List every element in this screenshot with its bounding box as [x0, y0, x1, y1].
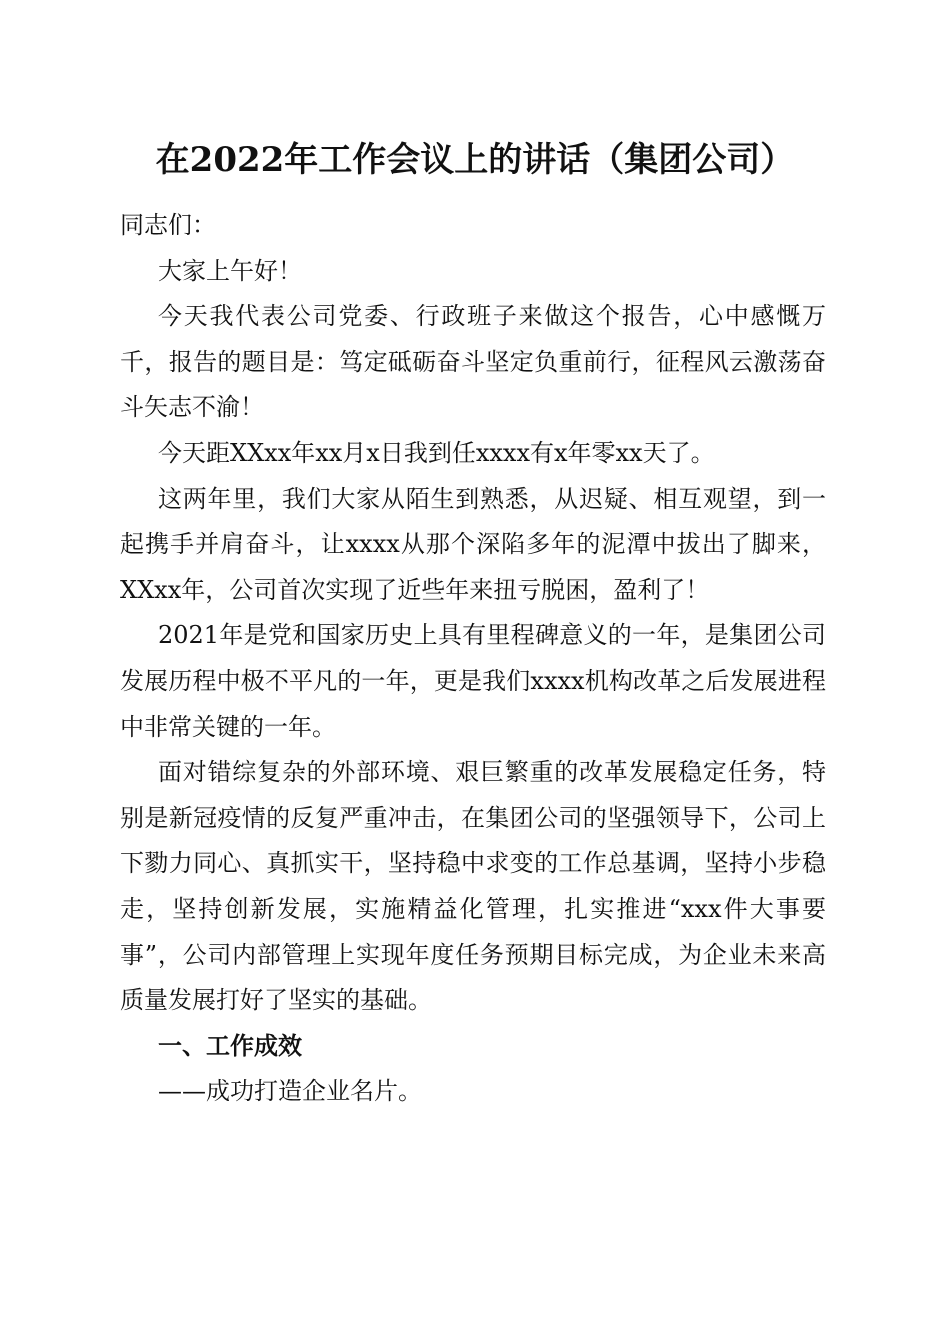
subsection-item: ——成功打造企业名片。 — [158, 1077, 422, 1106]
paragraph-greeting: 大家上午好！ — [158, 256, 302, 285]
section-heading: 一、工作成效 — [158, 1031, 302, 1060]
paragraph-report-topic: 今天我代表公司党委、行政班子来做这个报告，心中感慨万千，报告的题目是：笃定砥砺奋斗坚定负重前行，征程风云激荡奋斗矢志不渝！ — [120, 302, 826, 422]
paragraph-2021: 2021年是党和国家历史上具有里程碑意义的一年，是集团公司发展历程中极不平凡的一年，更是我们xxxx机构改革之后发展进程中非常关键的一年。 — [120, 621, 826, 741]
paragraph-challenges: 面对错综复杂的外部环境、艰巨繁重的改革发展稳定任务，特别是新冠疫情的反复严重冲击，在集团公司的坚强领导下，公司上下勠力同心、真抓实干，坚持稳中求变的工作总基调，坚持小步稳走，坚持创新发展，实施精益化管理，扎实推进“xxx件大事要事”，公司内部管理上实现年度任务预期目标完成，为企业未来高质量发展打好了坚实的基础。 — [120, 758, 826, 1015]
document-title: 在2022年工作会议上的讲话（集团公司） — [155, 140, 795, 180]
paragraph-two-years: 这两年里，我们大家从陌生到熟悉，从迟疑、相互观望，到一起携手并肩奋斗，让xxxx从那个深陷多年的泥潭中拔出了脚来，XXxx年，公司首次实现了近些年来扭亏脱困，盈利了！ — [120, 484, 826, 604]
paragraph-tenure: 今天距XXxx年xx月x日我到任xxxx有x年零xx天了。 — [158, 438, 715, 467]
salutation: 同志们： — [120, 211, 216, 239]
document-body — [120, 203, 826, 1115]
